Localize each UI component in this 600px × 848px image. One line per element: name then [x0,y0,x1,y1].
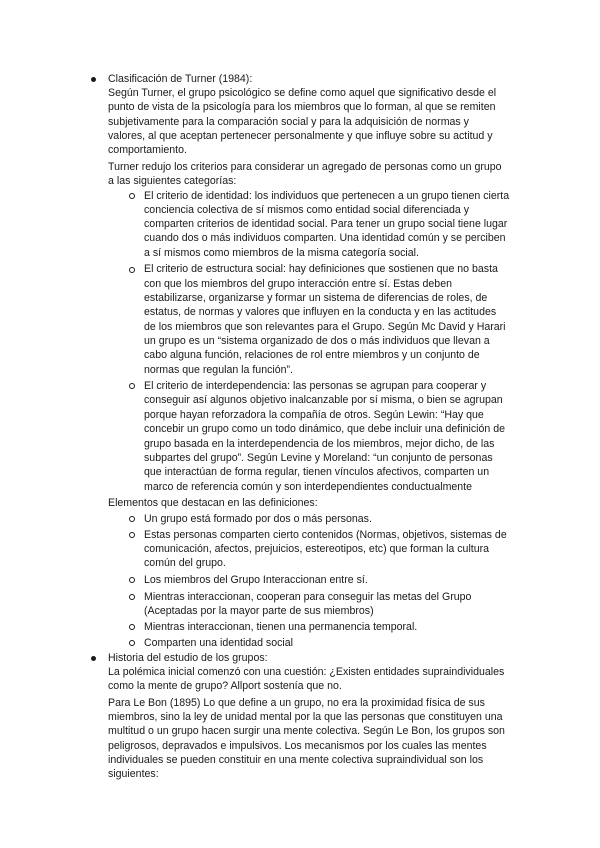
sub-bullet-icon [129,577,135,583]
criterion-line: estatus, de normas y valores que influyen en la conducta y en las actitudes [144,306,497,318]
criterion-line: subpartes del grupo”. Según Levine y Moreland: “un conjunto de personas [144,452,493,464]
element-line: común del grupo. [144,557,226,569]
paragraph-line: individuales se pueden constituir en una mente colectiva supraindividual son los [108,754,484,766]
element-line: Un grupo está formado por dos o más personas. [144,513,372,525]
criterion-line: normas que regulan la función”. [144,364,293,376]
sub-bullet-icon [129,193,135,199]
paragraph-line: Para Le Bon (1895) Lo que define a un grupo, no era la proximidad física de sus [108,697,485,709]
criterion-line: porque hayan reforzadora la compañía de otros. Según Lewin: “Hay que [144,409,484,421]
paragraph-line: La polémica inicial comenzó con una cuestión: ¿Existen entidades supraindividuales [108,666,505,678]
sub-bullet-icon [129,267,135,273]
paragraph-line: como la mente de grupo? Allport sostenía que no. [108,680,342,692]
element-line: Comparten una identidad social [144,637,293,649]
criterion-line: concebir un grupo como un todo dinámico, que debe incluir una definición de [144,423,506,435]
paragraph-line: Según Turner, el grupo psicológico se define como aquel que significativo desde el [108,87,497,99]
element-line: (Aceptadas por la mayor parte de sus miembros) [144,605,374,617]
criterion-line: comparten criterios de identidad social. Para tener un grupo social tiene lugar [144,218,508,230]
paragraph-line: valores, al que aceptan pertenecer personalmente y que influye sobre su actitud y [108,130,493,142]
element-line: comunicación, afectos, prejuicios, estereotipos, etc) que forman la cultura [144,543,490,555]
elements-heading: Elementos que destacan en las definiciones: [108,497,318,509]
element-line: Mientras interaccionan, cooperan para conseguir las metas del Grupo [144,591,472,603]
sub-bullet-icon [129,516,135,522]
paragraph-line: subjetivamente para la comparación social y para la adquisición de normas y [108,116,469,128]
bullet-icon [91,656,96,661]
paragraph-line: punto de vista de la psicología para los miembros que lo forman, al que se remiten [108,101,496,113]
element-line: Estas personas comparten cierto contenidos (Normas, objetivos, sistemas de [144,529,507,541]
sub-bullet-icon [129,594,135,600]
criterion-line: conciencia colectiva de sí mismos como entidad social diferenciada y [144,204,470,216]
sub-bullet-icon [129,383,135,389]
criterion-line: cabo alguna función, relaciones de rol entre miembros y un conjunto de [144,349,480,361]
criterion-line: de los miembros que son relevantes para el Grupo. Según Mc David y Harari [144,321,506,333]
criterion-line: a sí mismos como miembros de la misma categoría social. [144,247,419,259]
criterion-line: conseguir así algunos objetivo inalcanzable por sí misma, o bien se agrupan [144,394,503,406]
sub-bullet-icon [129,624,135,630]
element-line: Los miembros del Grupo Interaccionan entre sí. [144,574,368,586]
paragraph-line: peligrosos, depravados e impulsivos. Los mecanismos por los cuales las mentes [108,740,487,752]
criterion-line: que interactúan de forma regular, tienen vínculos afectivos, comparten un [144,466,490,478]
paragraph-line: a las siguientes categorías: [108,175,237,187]
section-heading: Clasificación de Turner (1984): [108,73,253,85]
criterion-line: estabilizarse, organizarse y formar un sistema de diferencias de roles, de [144,292,488,304]
paragraph-line: Turner redujo los criterios para considerar un agregado de personas como un grupo [108,161,502,173]
criterion-line: grupo basada en la interdependencia de los miembros, mejor dicho, de las [144,438,495,450]
section-heading: Historia del estudio de los grupos: [108,652,268,664]
criterion-line: con que los miembros del grupo interacción entre sí. Estas deben [144,278,452,290]
bullet-icon [91,77,96,82]
element-line: Mientras interaccionan, tienen una permanencia temporal. [144,621,418,633]
paragraph-line: siguientes: [108,768,159,780]
sub-bullet-icon [129,640,135,646]
criterion-line: marco de referencia común y son interdependientes conductualmente [144,481,473,493]
criterion-line: El criterio de interdependencia: las personas se agrupan para cooperar y [144,380,487,392]
sub-bullet-icon [129,532,135,538]
paragraph-line: multitud o un grupo hacen surgir una mente colectiva. Según Le Bon, los grupos son [108,725,505,737]
paragraph-line: comportamiento. [108,144,187,156]
paragraph-line: miembros, sino la ley de unidad mental por la que las personas que constituyen una [108,711,503,723]
criterion-line: El criterio de estructura social: hay definiciones que sostienen que no basta [144,263,498,275]
criterion-line: El criterio de identidad: los individuos que pertenecen a un grupo tienen cierta [144,190,510,202]
criterion-line: un grupo es un “sistema organizado de dos o más individuos que llevan a [144,335,490,347]
criterion-line: cuando dos o más individuos comparten. Una identidad común y se perciben [144,232,506,244]
